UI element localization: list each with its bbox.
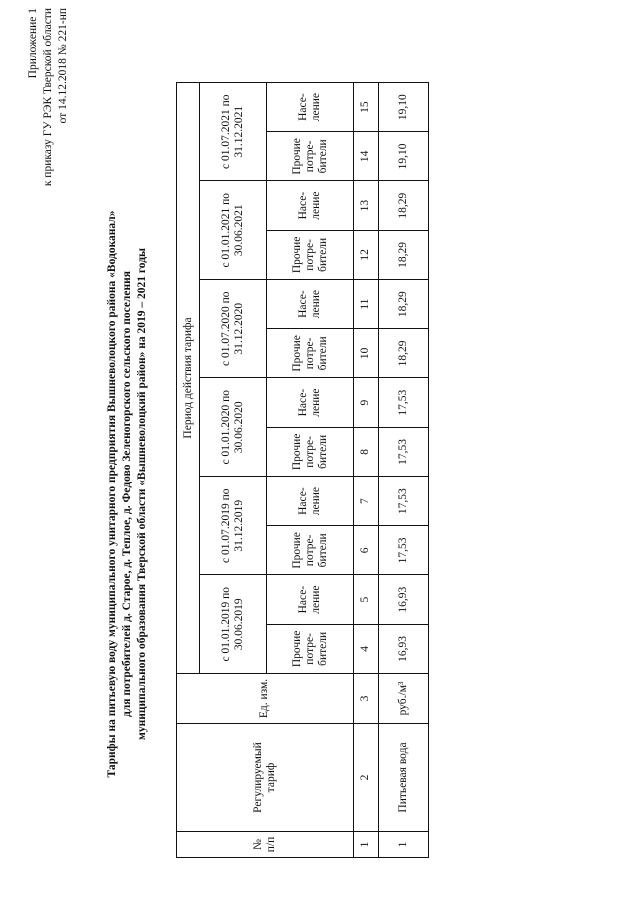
header-tariff: Регулируемый тариф — [177, 724, 354, 832]
title-line-3: муниципального образования Тверской области «Вышневолоцкий район» на 2019 – 2021 годы — [136, 248, 148, 741]
tariff-value: 18,29 — [378, 230, 428, 279]
subheader-population: Насе-ление — [267, 477, 354, 526]
column-number: 2 — [353, 724, 378, 832]
tariff-value: 18,29 — [378, 181, 428, 230]
tariff-value: 16,93 — [378, 624, 428, 673]
tariff-value: 18,29 — [378, 329, 428, 378]
column-number: 7 — [353, 477, 378, 526]
subheader-population: Насе-ление — [267, 280, 354, 329]
tariff-value: 17,53 — [378, 526, 428, 575]
tariff-value: 16,93 — [378, 575, 428, 624]
tariff-value: 19,10 — [378, 83, 428, 132]
annex-date: от 14.12.2018 № 221-нп — [57, 8, 69, 124]
tariff-value: 18,29 — [378, 280, 428, 329]
column-number: 15 — [353, 83, 378, 132]
tariff-value: 17,53 — [378, 477, 428, 526]
tariff-value: 19,10 — [378, 132, 428, 181]
header-number: № п/п — [177, 832, 354, 858]
period-header: с 01.07.2021 по 31.12.2021 — [200, 83, 267, 182]
column-number: 8 — [353, 427, 378, 476]
table-row — [378, 83, 428, 858]
period-header: с 01.07.2020 по 31.12.2020 — [200, 280, 267, 379]
column-number: 4 — [353, 624, 378, 673]
subheader-population: Насе-ление — [267, 378, 354, 427]
tariff-value: 17,53 — [378, 378, 428, 427]
document-title — [105, 124, 150, 864]
title-line-1: Тарифы на питьевую воду муниципального унитарного предприятия Вышневолоцкого района «Водоканал» — [106, 210, 118, 778]
title-line-2: для потребителей д. Старое, д. Теплое, д. Федово Зеленогорского сельского поселения — [121, 271, 133, 717]
period-header: с 01.01.2020 по 30.06.2020 — [200, 378, 267, 477]
row-tariff-name: Питьевая вода — [378, 724, 428, 832]
row-unit: руб./м³ — [378, 674, 428, 724]
column-number: 1 — [353, 832, 378, 858]
period-header: с 01.07.2019 по 31.12.2019 — [200, 477, 267, 576]
header-unit: Ед. изм. — [177, 674, 354, 724]
subheader-other: Прочие потре-бители — [267, 526, 354, 575]
column-number: 10 — [353, 329, 378, 378]
column-number: 12 — [353, 230, 378, 279]
column-number: 13 — [353, 181, 378, 230]
column-number: 6 — [353, 526, 378, 575]
column-number: 11 — [353, 280, 378, 329]
subheader-other: Прочие потре-бители — [267, 132, 354, 181]
subheader-population: Насе-ление — [267, 575, 354, 624]
annex-title: Приложение 1 — [27, 8, 39, 79]
annex-reference — [26, 8, 71, 186]
period-header: с 01.01.2019 по 30.06.2019 — [200, 575, 267, 674]
subheader-population: Насе-ление — [267, 181, 354, 230]
subheader-other: Прочие потре-бители — [267, 427, 354, 476]
column-number: 5 — [353, 575, 378, 624]
column-number: 9 — [353, 378, 378, 427]
annex-order: к приказу ГУ РЭК Тверской области — [42, 8, 54, 187]
row-number: 1 — [378, 832, 428, 858]
tariff-table — [176, 82, 429, 858]
header-period: Период действия тарифа — [177, 83, 200, 674]
column-number: 14 — [353, 132, 378, 181]
period-header: с 01.01.2021 по 30.06.2021 — [200, 181, 267, 280]
tariff-value: 17,53 — [378, 427, 428, 476]
subheader-other: Прочие потре-бители — [267, 329, 354, 378]
subheader-other: Прочие потре-бители — [267, 230, 354, 279]
subheader-population: Насе-ление — [267, 83, 354, 132]
column-number: 3 — [353, 674, 378, 724]
subheader-other: Прочие потре-бители — [267, 624, 354, 673]
column-number-row — [353, 83, 378, 858]
